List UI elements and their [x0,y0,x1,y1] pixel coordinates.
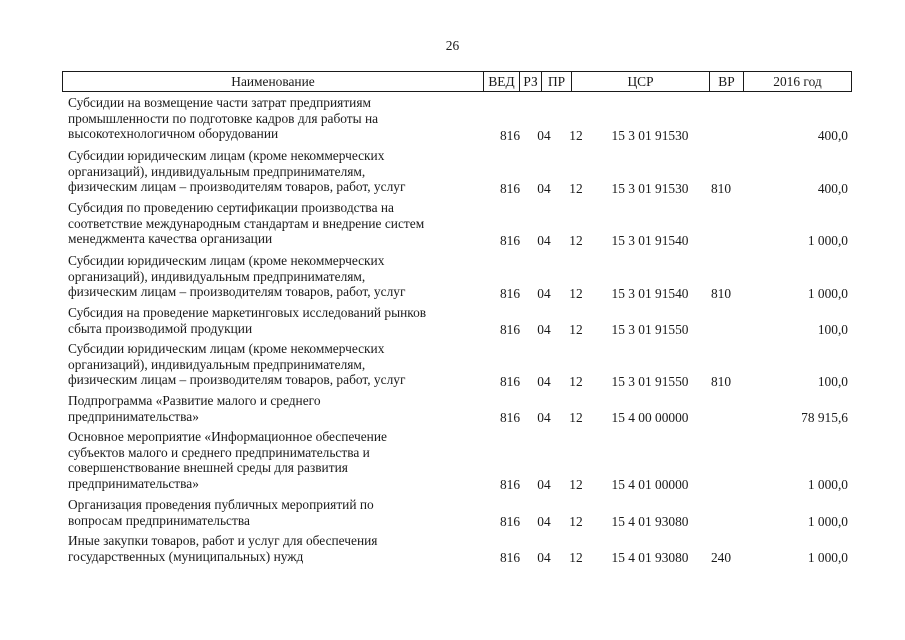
row-rz: 04 [537,373,551,389]
row-pr: 12 [569,410,583,426]
header-rz: РЗ [519,72,541,91]
row-rz: 04 [537,410,551,426]
row-pr: 12 [569,550,583,566]
row-rz: 04 [537,232,551,248]
row-name: Подпрограмма «Развитие малого и среднего предпринимательства» [68,393,321,424]
row-rz: 04 [537,322,551,338]
header-vr: ВР [709,72,743,91]
row-vr: 810 [710,180,732,196]
row-amount: 1 000,0 [807,514,848,530]
row-csr: 15 4 01 93080 [611,550,689,566]
row-name: Субсидии юридическим лицам (кроме некоммерческих организаций), индивидуальным предпринимателям, физическим лицам – производителям товаров, работ, услуг [68,341,406,388]
row-ved: 816 [499,550,521,566]
table-row [0,497,905,530]
row-rz: 04 [537,550,551,566]
row-name: Основное мероприятие «Информационное обеспечение субъектов малого и среднего предпринимательства и совершенствование внешней среды для развития предпринимательства» [68,429,387,491]
row-rz: 04 [537,477,551,493]
row-ved: 816 [499,514,521,530]
table-row [0,305,905,338]
page-number: 26 [445,38,460,53]
row-rz: 04 [537,514,551,530]
row-amount: 1 000,0 [807,550,848,566]
row-ved: 816 [499,410,521,426]
row-amount: 1 000,0 [807,477,848,493]
row-amount: 1 000,0 [807,232,848,248]
row-rz: 04 [537,285,551,301]
header-name: Наименование [231,74,315,89]
table-row [0,533,905,566]
row-pr: 12 [569,232,583,248]
row-ved: 816 [499,180,521,196]
row-name: Субсидия по проведению сертификации производства на соответствие международным стандартам и внедрение систем менеджмента качества организации [68,200,425,247]
row-amount: 78 915,6 [801,410,848,426]
row-vr: 810 [710,373,732,389]
row-csr: 15 4 00 00000 [611,410,689,426]
row-pr: 12 [569,514,583,530]
row-ved: 816 [499,322,521,338]
header-year: 2016 год [743,72,851,91]
row-name: Субсидии на возмещение части затрат предприятиям промышленности по подготовке кадров для работы на высокотехнологичном оборудовании [68,95,379,142]
row-amount: 1 000,0 [807,285,848,301]
row-pr: 12 [569,285,583,301]
row-csr: 15 3 01 91540 [611,285,689,301]
row-name: Иные закупки товаров, работ и услуг для обеспечения государственных (муниципальных) нужд [68,533,378,564]
row-ved: 816 [499,127,521,143]
table-row [0,429,905,493]
row-name: Субсидии юридическим лицам (кроме некоммерческих организаций), индивидуальным предпринимателям, физическим лицам – производителям товаров, работ, услуг [68,148,406,195]
row-csr: 15 3 01 91530 [611,127,689,143]
row-name: Субсидии юридическим лицам (кроме некоммерческих организаций), индивидуальным предпринимателям, физическим лицам – производителям товаров, работ, услуг [68,253,406,300]
header-ved: ВЕД [483,72,519,91]
row-pr: 12 [569,322,583,338]
table-header [62,71,852,92]
row-csr: 15 4 01 93080 [611,514,689,530]
row-rz: 04 [537,180,551,196]
table-row [0,393,905,426]
table-row [0,95,905,144]
row-csr: 15 3 01 91540 [611,232,689,248]
row-csr: 15 3 01 91550 [611,373,689,389]
row-rz: 04 [537,127,551,143]
row-pr: 12 [569,180,583,196]
row-amount: 400,0 [817,180,848,196]
row-amount: 100,0 [817,322,848,338]
row-csr: 15 3 01 91550 [611,322,689,338]
header-csr: ЦСР [571,72,709,91]
row-vr: 240 [710,550,732,566]
row-ved: 816 [499,373,521,389]
row-csr: 15 3 01 91530 [611,180,689,196]
header-pr: ПР [541,72,571,91]
row-ved: 816 [499,285,521,301]
table-row [0,148,905,197]
row-pr: 12 [569,127,583,143]
row-vr: 810 [710,285,732,301]
row-name: Субсидия на проведение маркетинговых исследований рынков сбыта производимой продукции [68,305,427,336]
row-ved: 816 [499,477,521,493]
row-name: Организация проведения публичных мероприятий по вопросам предпринимательства [68,497,374,528]
row-amount: 400,0 [817,127,848,143]
row-pr: 12 [569,373,583,389]
row-amount: 100,0 [817,373,848,389]
row-csr: 15 4 01 00000 [611,477,689,493]
table-row [0,253,905,302]
table-row [0,200,905,249]
row-ved: 816 [499,232,521,248]
table-row [0,341,905,390]
row-pr: 12 [569,477,583,493]
